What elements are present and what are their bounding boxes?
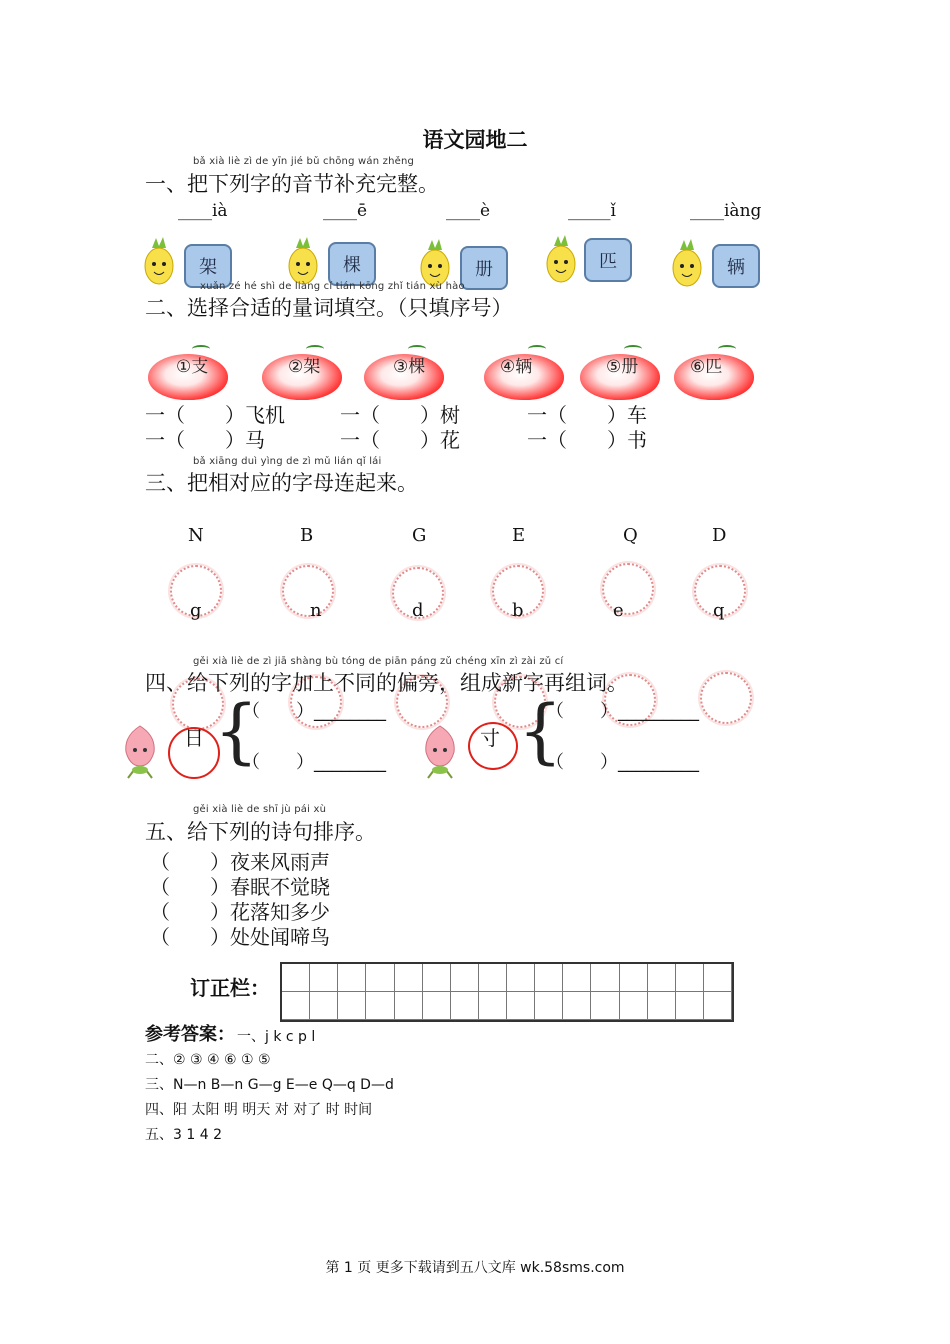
brace-icon: {	[214, 690, 259, 772]
measure-fill-1[interactable]: 一（ ）飞机	[145, 403, 285, 427]
char-tile-1: 架	[184, 244, 232, 288]
poem-line-2[interactable]: （ ）春眠不觉晓	[150, 875, 330, 899]
section3-pinyin: bǎ xiāng duì yìng de zì mǔ lián qǐ lái	[193, 456, 382, 467]
measure-fill-4[interactable]: 一（ ）马	[145, 428, 265, 452]
measure-fill-3[interactable]: 一（ ）车	[527, 403, 647, 427]
upper-letter-6[interactable]: D	[712, 525, 727, 546]
pinyin-blank-5[interactable]: ____iàng	[690, 201, 762, 221]
char-tile-3: 册	[460, 246, 508, 290]
option-label-5: ⑤册	[606, 357, 639, 377]
lower-letter-5[interactable]: e	[613, 600, 624, 621]
pineapple-mascot-icon	[136, 234, 182, 290]
section2-pinyin: xuǎn zé hé shì de liàng cí tián kōng zhǐ tián xù hào	[200, 281, 465, 292]
section4-pinyin: gěi xià liè de zì jiā shàng bù tóng de piān páng zǔ chéng xīn zì zài zǔ cí	[193, 656, 564, 667]
upper-letter-3[interactable]: G	[412, 525, 427, 546]
poem-line-3[interactable]: （ ）花落知多少	[150, 900, 330, 924]
peach-mascot-icon	[120, 722, 160, 780]
poem-line-1[interactable]: （ ）夜来风雨声	[150, 850, 330, 874]
pineapple-mascot-icon	[538, 232, 584, 288]
measure-fill-2[interactable]: 一（ ）树	[340, 403, 460, 427]
pinyin-blank-1[interactable]: ____ià	[178, 201, 228, 221]
flower-ring-icon	[282, 565, 334, 617]
base-char-a: 日	[184, 726, 204, 750]
section3-heading: 三、把相对应的字母连起来。	[145, 471, 418, 495]
option-label-4: ④辆	[500, 357, 533, 377]
section5-heading: 五、给下列的诗句排序。	[145, 820, 376, 844]
upper-letter-4[interactable]: E	[512, 525, 526, 546]
upper-letter-5[interactable]: Q	[623, 525, 638, 546]
section1-pinyin: bǎ xià liè zì de yīn jié bǔ chōng wán zhěng	[193, 156, 415, 167]
answer-5: 五、3 1 4 2	[145, 1127, 222, 1143]
answer-1: 一、j k c p l	[237, 1029, 316, 1045]
correction-grid[interactable]	[280, 962, 734, 1022]
pinyin-blank-4[interactable]: _____ǐ	[568, 201, 616, 221]
section5-pinyin: gěi xià liè de shī jù pái xù	[193, 804, 327, 815]
answer-3: 三、N—n B—n G—g E—e Q—q D—d	[145, 1077, 394, 1093]
pinyin-blank-2[interactable]: ____ē	[323, 201, 368, 221]
option-label-6: ⑥匹	[690, 357, 723, 377]
lower-letter-2[interactable]: n	[310, 600, 322, 621]
section4-heading: 四、给下列的字加上不同的偏旁，组成新字再组词。	[145, 671, 628, 695]
lower-letter-4[interactable]: b	[512, 600, 524, 621]
section1-heading: 一、把下列字的音节补充完整。	[145, 172, 439, 196]
pineapple-mascot-icon	[664, 236, 710, 292]
char-tile-4: 匹	[584, 238, 632, 282]
correction-label: 订正栏：	[190, 976, 270, 1000]
poem-line-4[interactable]: （ ）处处闻啼鸟	[150, 925, 330, 949]
radical-fill-4[interactable]: （ ）_________	[546, 752, 699, 773]
base-char-b: 寸	[480, 726, 500, 750]
peach-mascot-icon	[420, 722, 460, 780]
flower-ring-icon	[700, 672, 752, 724]
option-label-2: ②架	[288, 357, 321, 377]
pinyin-blank-3[interactable]: ____è	[446, 201, 491, 221]
upper-letter-2[interactable]: B	[300, 525, 314, 546]
section2-heading: 二、选择合适的量词填空。（只填序号）	[145, 296, 513, 320]
flower-ring-icon	[602, 563, 654, 615]
lower-letter-6[interactable]: q	[713, 600, 725, 621]
radical-fill-2[interactable]: （ ）________	[242, 752, 386, 773]
radical-fill-3[interactable]: （ ）_________	[546, 701, 699, 722]
char-tile-2: 棵	[328, 242, 376, 286]
measure-fill-6[interactable]: 一（ ）书	[527, 428, 647, 452]
brace-icon: {	[518, 690, 563, 772]
answer-4: 四、阳 太阳 明 明天 对 对了 时 时间	[145, 1102, 373, 1118]
option-label-3: ③棵	[393, 357, 426, 377]
upper-letter-1[interactable]: N	[188, 525, 204, 546]
page-footer: 第 1 页 更多下载请到五八文库 wk.58sms.com	[325, 1260, 625, 1276]
option-label-1: ①支	[176, 357, 209, 377]
lower-letter-1[interactable]: g	[190, 600, 202, 621]
radical-fill-1[interactable]: （ ）________	[242, 701, 386, 722]
lower-letter-3[interactable]: d	[412, 600, 424, 621]
measure-fill-5[interactable]: 一（ ）花	[340, 428, 460, 452]
page-title: 语文园地二	[422, 128, 528, 152]
answer-2: 二、② ③ ④ ⑥ ① ⑤	[145, 1052, 271, 1068]
answers-label: 参考答案：	[145, 1024, 235, 1045]
char-tile-5: 辆	[712, 244, 760, 288]
